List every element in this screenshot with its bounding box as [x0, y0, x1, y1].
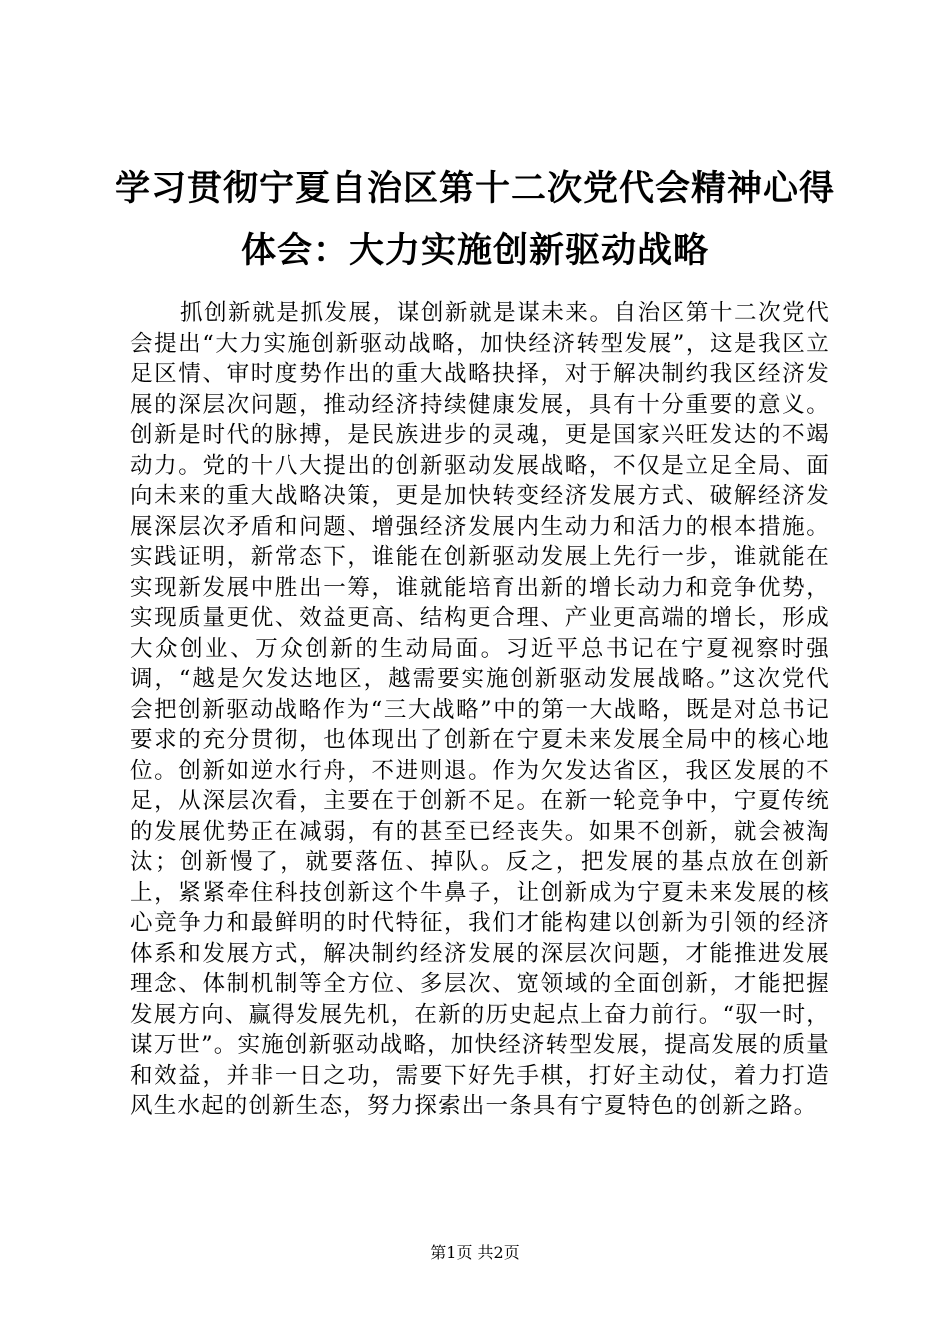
page-footer: 第1页 共2页 [430, 1243, 520, 1262]
document-title: 学习贯彻宁夏自治区第十二次党代会精神心得体会：大力实施创新驱动战略 [114, 168, 835, 271]
body-paragraph: 抓创新就是抓发展，谋创新就是谋未来。自治区第十二次党代会提出“大力实施创新驱动战略，加快经济转型发展”，这是我区立足区情、审时度势作出的重大战略抉择，对于解决制约我区经济发展的深层次问题，推动经济持续健康发展，具有十分重要的意义。创新是时代的脉搏，是民族进步的灵魂，更是国家兴旺发达的不竭动力。党的十八大提出的创新驱动发展战略，不仅是立足全局、面向未来的重大战略决策，更是加快转变经济发展方式、破解经济发展深层次矛盾和问题、增强经济发展内生动力和活力的根本措施。实践证明，新常态下，谁能在创新驱动发展上先行一步，谁就能在实现新发展中胜出一筹，谁就能培育出新的增长动力和竞争优势，实现质量更优、效益更高、结构更合理、产业更高端的增长，形成大众创业、万众创新的生动局面。习近平总书记在宁夏视察时强调，“越是欠发达地区，越需要实施创新驱动发展战略。”这次党代会把创新驱动战略作为“三大战略”中的第一大战略，既是对总书记要求的充分贯彻，也体现出了创新在宁夏未来发展全局中的核心地位。创新如逆水行舟，不进则退。作为欠发达省区，我区发展的不足，从深层次看，主要在于创新不足。在新一轮竞争中，宁夏传统的发展优势正在减弱，有的甚至已经丧失。如果不创新，就会被淘汰；创新慢了，就要落伍、掉队。反之，把发展的基点放在创新上，紧紧牵住科技创新这个牛鼻子，让创新成为宁夏未来发展的核心竞争力和最鲜明的时代特征，我们才能构建以创新为引领的经济体系和发展方式，解决制约经济发展的深层次问题，才能推进发展理念、体制机制等全方位、多层次、宽领域的全面创新，才能把握发展方向、赢得发展先机，在新的历史起点上奋力前行。“驭一时，谋万世”。实施创新驱动战略，加快经济转型发展，提高发展的质量和效益，并非一日之功，需要下好先手棋，打好主动仗，着力打造风生水起的创新生态，努力探索出一条具有宁夏特色的创新之路。 [130, 300, 831, 1119]
